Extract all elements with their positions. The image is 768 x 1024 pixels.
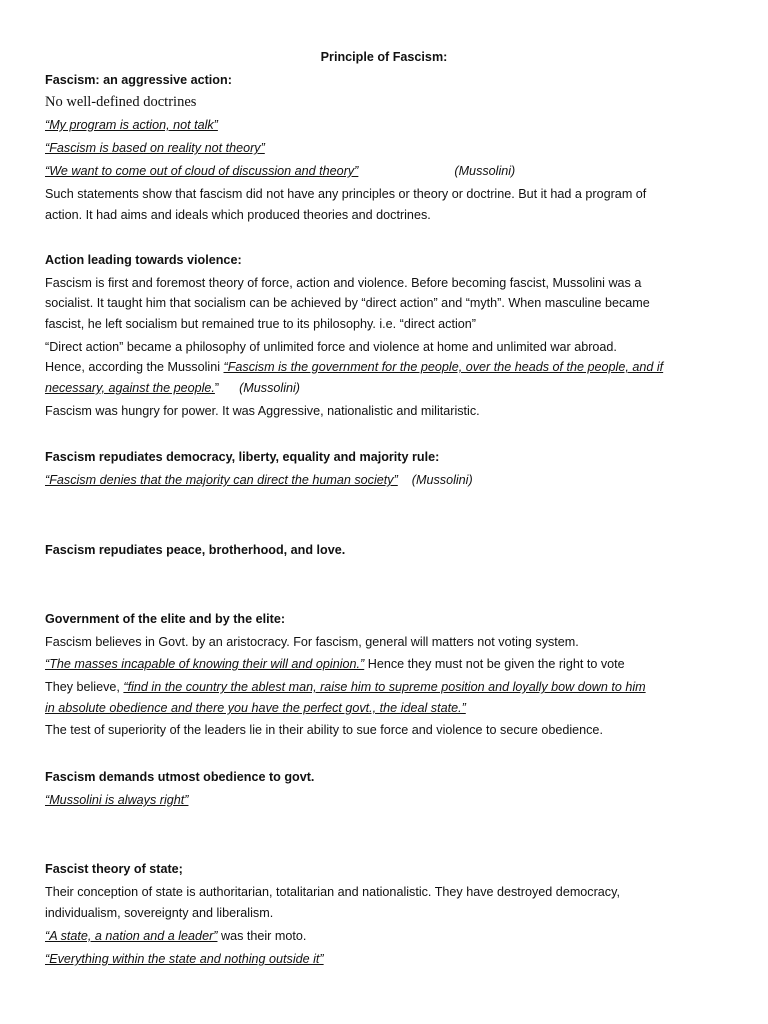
section-heading-repudiates-peace: Fascism repudiates peace, brotherhood, and love. <box>45 543 346 557</box>
page-title: Principle of Fascism: <box>320 50 448 64</box>
paragraph-line: The test of superiority of the leaders lie in their ability to sue force and violence to secure obedience. <box>45 723 603 737</box>
paragraph-line: Their conception of state is authoritarian, totalitarian and nationalistic. They have destroyed democracy, <box>45 885 620 899</box>
quote-text: necessary, against the people. <box>45 381 215 395</box>
quote-attribution: (Mussolini) <box>239 381 300 395</box>
quote-line: “My program is action, not talk” <box>45 118 218 132</box>
quote-line: “Everything within the state and nothing outside it” <box>45 952 324 966</box>
paragraph-line: fascist, he left socialism but remained true to its philosophy. i.e. “direct action” <box>45 317 476 331</box>
section-heading-theory-of-state: Fascist theory of state; <box>45 862 183 876</box>
paragraph-text: was their moto. <box>217 929 307 943</box>
paragraph-line: Such statements show that fascism did not have any principles or theory or doctrine. But it had a program of <box>45 187 647 201</box>
paragraph-line: Fascism is first and foremost theory of force, action and violence. Before becoming fascist, Mussolini was a <box>45 276 642 290</box>
quote-line: “Fascism is based on reality not theory” <box>45 141 265 155</box>
quote-text: “find in the country the ablest man, raise him to supreme position and loyally bow down to him <box>123 680 646 694</box>
quote-attribution: (Mussolini) <box>454 164 516 178</box>
quote-line <box>45 928 306 944</box>
paragraph-line: Fascism was hungry for power. It was Aggressive, nationalistic and militaristic. <box>45 404 480 418</box>
quote-line-with-attribution <box>45 472 473 488</box>
paragraph-text: Hence they must not be given the right to vote <box>364 657 625 671</box>
quote-line: in absolute obedience and there you have the perfect govt., the ideal state.” <box>45 701 466 715</box>
paragraph-line <box>45 380 300 396</box>
paragraph-line <box>45 679 646 695</box>
paragraph-line: individualism, sovereignty and liberalism. <box>45 906 274 920</box>
section-heading-aggressive-action: Fascism: an aggressive action: <box>45 73 232 87</box>
quote-text: “Fascism denies that the majority can direct the human society” <box>45 473 398 487</box>
quote-line-with-attribution <box>45 163 515 179</box>
quote-line <box>45 656 625 672</box>
quote-line: “Mussolini is always right” <box>45 793 189 807</box>
quote-attribution: (Mussolini) <box>411 473 473 487</box>
section-heading-elite-government: Government of the elite and by the elite: <box>45 612 286 626</box>
paragraph-text: Hence, according the Mussolini <box>45 360 224 374</box>
quote-text: “The masses incapable of knowing their will and opinion.” <box>45 657 365 671</box>
paragraph-text: They believe, <box>45 680 124 694</box>
section-heading-repudiates-democracy: Fascism repudiates democracy, liberty, equality and majority rule: <box>45 450 440 464</box>
paragraph-line <box>45 359 663 375</box>
closing-quote-mark: ” <box>214 381 220 395</box>
paragraph-line: “Direct action” became a philosophy of unlimited force and violence at home and unlimited war abroad. <box>45 340 617 354</box>
paragraph-line: action. It had aims and ideals which produced theories and doctrines. <box>45 208 431 222</box>
section-line: No well-defined doctrines <box>45 94 197 110</box>
quote-text: “Fascism is the government for the people, over the heads of the people, and if <box>223 360 664 374</box>
paragraph-line: socialist. It taught him that socialism can be achieved by “direct action” and “myth”. When masculine became <box>45 296 650 310</box>
paragraph-line: Fascism believes in Govt. by an aristocracy. For fascism, general will matters not voting system. <box>45 635 579 649</box>
quote-text: “A state, a nation and a leader” <box>45 929 218 943</box>
quote-text: “We want to come out of cloud of discussion and theory” <box>45 164 359 178</box>
section-heading-obedience: Fascism demands utmost obedience to govt. <box>45 770 315 784</box>
section-heading-violence: Action leading towards violence: <box>45 253 242 267</box>
